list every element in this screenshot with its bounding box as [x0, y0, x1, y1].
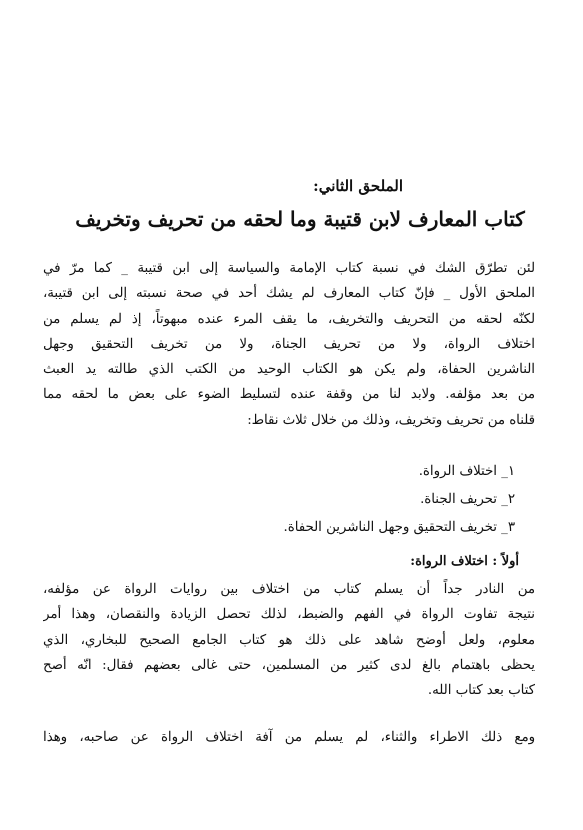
list-item: ١_ اختلاف الرواة. — [418, 464, 515, 479]
intro-line: لكنّه لحقه من التحريف والتخريف، ما يقف المرء عنده مبهوتاً، إذ لم يسلم من — [43, 311, 535, 327]
body-line: يحظى باهتمام بالغ لدى كثير من المسلمين، حتى غالى بعضهم فقال: انّه أصح — [43, 657, 535, 673]
page-title: كتاب المعارف لابن قتيبة وما لحقه من تحريف وتخريف — [75, 207, 525, 231]
intro-line: الملحق الأول _ فإنّ كتاب المعارف لم يشك أحد في صحة نسبته إلى ابن قتيبة، — [43, 286, 535, 302]
intro-paragraph — [43, 256, 535, 433]
body-line: نتيجة تفاوت الرواة في الفهم والضبط، لذلك تحصل الزيادة والنقصان، وهذا أمر — [43, 607, 535, 623]
intro-line: قلناه من تحريف وتخريف، وذلك من خلال ثلاث نقاط: — [247, 412, 535, 428]
section-label: الملحق الثاني: — [313, 177, 403, 195]
list-item: ٢_ تحريف الجناة. — [420, 492, 515, 507]
points-list — [43, 458, 535, 542]
list-item: ٣_ تخريف التحقيق وجهل الناشرين الحفاة. — [283, 520, 515, 535]
body-paragraph — [43, 577, 535, 703]
intro-line: اختلاف الرواة، ولا من تحريف الجناة، ولا من تخريف التحقيق وجهل — [43, 336, 535, 352]
body-line: من النادر جداً أن يسلم كتاب من اختلاف بين روايات الرواة عن مؤلفه، — [43, 582, 535, 597]
body-paragraph-continued — [43, 725, 535, 750]
subheading: أولاً : اختلاف الرواة: — [410, 554, 519, 569]
intro-line: من بعد مؤلفه. ولابد لنا من وقفة عنده لتسليط الضوء على بعض ما لحقه مما — [43, 387, 535, 403]
body-line: كتاب بعد كتاب الله. — [427, 683, 535, 699]
body-line: معلوم، ولعل أوضح شاهد على ذلك هو كتاب الجامع الصحيح للبخاري، الذي — [43, 632, 535, 648]
intro-line: لئن تطرّق الشك في نسبة كتاب الإمامة والسياسة إلى ابن قتيبة _ كما مرّ في — [43, 261, 535, 276]
intro-line: الناشرين الحفاة، ولم يكن هو الكتاب الوحيد من الكتب الذي طالته يد العبث — [43, 362, 535, 378]
body-line: ومع ذلك الاطراء والثناء، لم يسلم من آفة اختلاف الرواة عن صاحبه، وهذا — [43, 730, 535, 745]
